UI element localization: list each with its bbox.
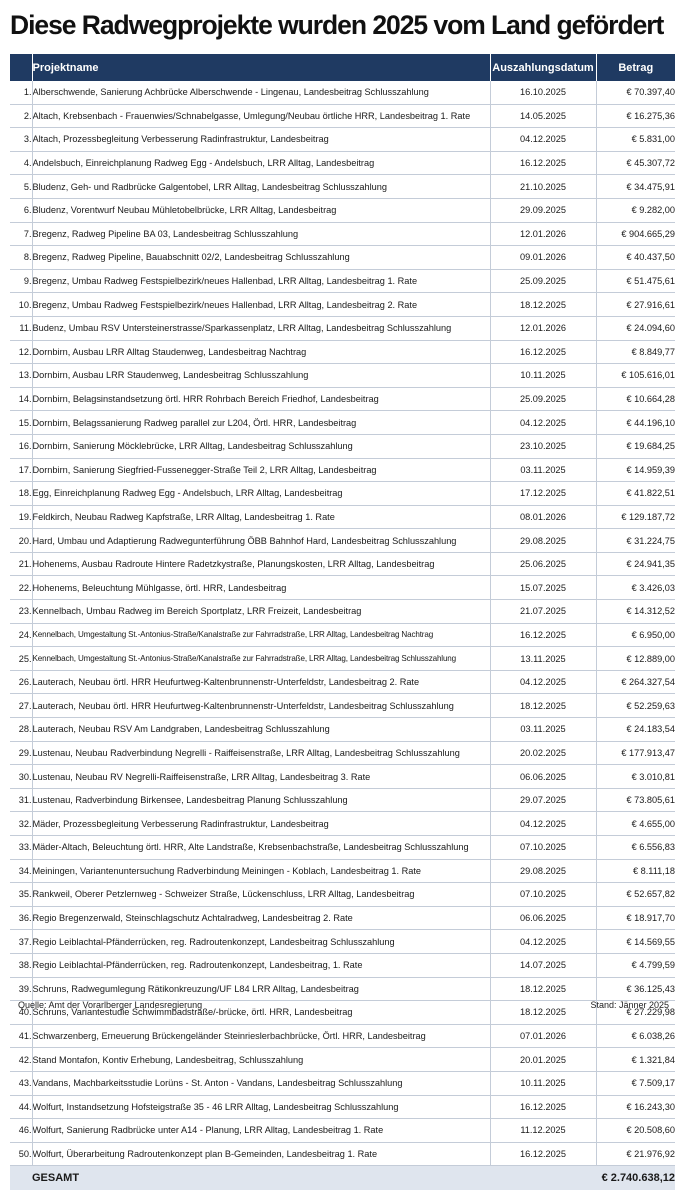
row-number: 44. — [10, 1095, 32, 1119]
amount: € 904.665,29 — [596, 222, 675, 246]
project-name: Bregenz, Radweg Pipeline BA 03, Landesbeitrag Schlusszahlung — [32, 222, 490, 246]
row-number: 3. — [10, 128, 32, 152]
amount: € 177.913,47 — [596, 741, 675, 765]
amount: € 3.426,03 — [596, 576, 675, 600]
row-number: 24. — [10, 623, 32, 647]
amount: € 5.831,00 — [596, 128, 675, 152]
payout-date: 04.12.2025 — [490, 670, 596, 694]
amount: € 18.917,70 — [596, 906, 675, 930]
project-name: Hard, Umbau und Adaptierung Radwegunterführung ÖBB Bahnhof Hard, Landesbeitrag Schlusszahlung — [32, 529, 490, 553]
row-number: 1. — [10, 81, 32, 104]
row-number: 17. — [10, 458, 32, 482]
project-name: Wolfurt, Instandsetzung Hofsteigstraße 35 - 46 LRR Alltag, Landesbeitrag Schlusszahlung — [32, 1095, 490, 1119]
project-name: Bludenz, Geh- und Radbrücke Galgentobel, LRR Alltag, Landesbeitrag Schlusszahlung — [32, 175, 490, 199]
payout-date: 16.12.2025 — [490, 340, 596, 364]
payout-date: 15.07.2025 — [490, 576, 596, 600]
row-number: 27. — [10, 694, 32, 718]
table-row — [10, 741, 675, 765]
amount: € 264.327,54 — [596, 670, 675, 694]
table-row — [10, 930, 675, 954]
payout-date: 18.12.2025 — [490, 293, 596, 317]
payout-date: 07.10.2025 — [490, 883, 596, 907]
payout-date: 29.09.2025 — [490, 198, 596, 222]
funding-table — [10, 54, 675, 1190]
table-row — [10, 411, 675, 435]
payout-date: 03.11.2025 — [490, 458, 596, 482]
row-number: 29. — [10, 741, 32, 765]
amount: € 52.657,82 — [596, 883, 675, 907]
table-row — [10, 1071, 675, 1095]
project-name: Alberschwende, Sanierung Achbrücke Alberschwende - Lingenau, Landesbeitrag Schlusszahlung — [32, 81, 490, 104]
project-name: Lauterach, Neubau RSV Am Landgraben, Landesbeitrag Schlusszahlung — [32, 718, 490, 742]
payout-date: 17.12.2025 — [490, 482, 596, 506]
amount: € 10.664,28 — [596, 387, 675, 411]
table-row — [10, 175, 675, 199]
amount: € 129.187,72 — [596, 505, 675, 529]
row-number: 41. — [10, 1024, 32, 1048]
payout-date: 11.12.2025 — [490, 1119, 596, 1143]
table-row — [10, 859, 675, 883]
amount: € 14.569,55 — [596, 930, 675, 954]
payout-date: 06.06.2025 — [490, 765, 596, 789]
payout-date: 08.01.2026 — [490, 505, 596, 529]
table-row — [10, 718, 675, 742]
amount: € 31.224,75 — [596, 529, 675, 553]
table-row — [10, 246, 675, 270]
amount: € 21.976,92 — [596, 1142, 675, 1166]
project-name: Wolfurt, Überarbeitung Radroutenkonzept plan B-Gemeinden, Landesbeitrag 1. Rate — [32, 1142, 490, 1166]
total-label: GESAMT — [32, 1166, 490, 1190]
project-name: Bregenz, Umbau Radweg Festspielbezirk/neues Hallenbad, LRR Alltag, Landesbeitrag 2. Rate — [32, 293, 490, 317]
row-number: 38. — [10, 953, 32, 977]
row-number: 30. — [10, 765, 32, 789]
table-row — [10, 953, 675, 977]
row-number: 2. — [10, 104, 32, 128]
table-header-row — [10, 54, 675, 81]
project-name: Lauterach, Neubau örtl. HRR Heufurtweg-Kaltenbrunnenstr-Unterfeldstr, Landesbeitrag Schlusszahlung — [32, 694, 490, 718]
amount: € 6.556,83 — [596, 836, 675, 860]
row-number: 23. — [10, 600, 32, 624]
amount: € 105.616,01 — [596, 364, 675, 388]
row-number: 14. — [10, 387, 32, 411]
project-name: Wolfurt, Sanierung Radbrücke unter A14 - Planung, LRR Alltag, Landesbeitrag 1. Rate — [32, 1119, 490, 1143]
table-row — [10, 482, 675, 506]
row-number: 19. — [10, 505, 32, 529]
payout-date: 29.08.2025 — [490, 529, 596, 553]
project-name: Hohenems, Beleuchtung Mühlgasse, örtl. HRR, Landesbeitrag — [32, 576, 490, 600]
payout-date: 07.01.2026 — [490, 1024, 596, 1048]
row-number: 6. — [10, 198, 32, 222]
amount: € 1.321,84 — [596, 1048, 675, 1072]
payout-date: 18.12.2025 — [490, 977, 596, 1001]
table-row — [10, 765, 675, 789]
project-name: Bludenz, Vorentwurf Neubau Mühletobelbrücke, LRR Alltag, Landesbeitrag — [32, 198, 490, 222]
project-name: Regio Bregenzerwald, Steinschlagschutz Achtalradweg, Landesbeitrag 2. Rate — [32, 906, 490, 930]
amount: € 6.950,00 — [596, 623, 675, 647]
project-name: Dornbirn, Ausbau LRR Staudenweg, Landesbeitrag Schlusszahlung — [32, 364, 490, 388]
column-header-nr — [10, 54, 32, 81]
amount: € 4.655,00 — [596, 812, 675, 836]
project-name: Dornbirn, Ausbau LRR Alltag Staudenweg, Landesbeitrag Nachtrag — [32, 340, 490, 364]
table-row — [10, 434, 675, 458]
table-row — [10, 387, 675, 411]
row-number: 31. — [10, 788, 32, 812]
amount: € 27.229,98 — [596, 1001, 675, 1025]
amount: € 40.437,50 — [596, 246, 675, 270]
row-number: 36. — [10, 906, 32, 930]
project-name: Bregenz, Umbau Radweg Festspielbezirk/neues Hallenbad, LRR Alltag, Landesbeitrag 1. Rate — [32, 269, 490, 293]
row-number: 34. — [10, 859, 32, 883]
table-row — [10, 623, 675, 647]
payout-date: 29.07.2025 — [490, 788, 596, 812]
payout-date: 16.12.2025 — [490, 623, 596, 647]
table-row — [10, 198, 675, 222]
project-name: Kennelbach, Umgestaltung St.-Antonius-Straße/Kanalstraße zur Fahrradstraße, LRR Alltag, Landesbeitrag Nachtrag — [32, 623, 490, 647]
project-name: Dornbirn, Belagsinstandsetzung örtl. HRR Rohrbach Bereich Friedhof, Landesbeitrag — [32, 387, 490, 411]
table-row — [10, 529, 675, 553]
row-number: 8. — [10, 246, 32, 270]
project-name: Kennelbach, Umgestaltung St.-Antonius-Straße/Kanalstraße zur Fahrradstraße, LRR Alltag, Landesbeitrag Schlusszahlung — [32, 647, 490, 671]
project-name: Lustenau, Radverbindung Birkensee, Landesbeitrag Planung Schlusszahlung — [32, 788, 490, 812]
amount: € 44.196,10 — [596, 411, 675, 435]
amount: € 12.889,00 — [596, 647, 675, 671]
table-row — [10, 1142, 675, 1166]
table-row — [10, 340, 675, 364]
table-row — [10, 576, 675, 600]
project-name: Dornbirn, Belagssanierung Radweg parallel zur L204, Örtl. HRR, Landesbeitrag — [32, 411, 490, 435]
row-number: 13. — [10, 364, 32, 388]
project-name: Mäder, Prozessbegleitung Verbesserung Radinfrastruktur, Landesbeitrag — [32, 812, 490, 836]
table-row — [10, 647, 675, 671]
payout-date: 16.12.2025 — [490, 1142, 596, 1166]
amount: € 34.475,91 — [596, 175, 675, 199]
amount: € 51.475,61 — [596, 269, 675, 293]
table-row — [10, 906, 675, 930]
total-spacer-2 — [490, 1166, 596, 1190]
amount: € 16.243,30 — [596, 1095, 675, 1119]
payout-date: 07.10.2025 — [490, 836, 596, 860]
payout-date: 21.07.2025 — [490, 600, 596, 624]
payout-date: 20.02.2025 — [490, 741, 596, 765]
table-row — [10, 505, 675, 529]
project-name: Regio Leiblachtal-Pfänderrücken, reg. Radroutenkonzept, Landesbeitrag Schlusszahlung — [32, 930, 490, 954]
table-row — [10, 458, 675, 482]
row-number: 28. — [10, 718, 32, 742]
table-row — [10, 812, 675, 836]
payout-date: 13.11.2025 — [490, 647, 596, 671]
amount: € 9.282,00 — [596, 198, 675, 222]
row-number: 22. — [10, 576, 32, 600]
table-row — [10, 316, 675, 340]
row-number: 50. — [10, 1142, 32, 1166]
project-name: Schwarzenberg, Erneuerung Brückengeländer Steinrieslerbachbrücke, Örtl. HRR, Landesbeitrag — [32, 1024, 490, 1048]
row-number: 32. — [10, 812, 32, 836]
amount: € 70.397,40 — [596, 81, 675, 104]
project-name: Vandans, Machbarkeitsstudie Lorüns - St. Anton - Vandans, Landesbeitrag Schlusszahlung — [32, 1071, 490, 1095]
project-name: Schruns, Variantestudie Schwimmbadstraße/-brücke, örtl. HRR, Landesbeitrag — [32, 1001, 490, 1025]
total-row — [10, 1166, 675, 1190]
amount: € 16.275,36 — [596, 104, 675, 128]
table-row — [10, 364, 675, 388]
amount: € 7.509,17 — [596, 1071, 675, 1095]
row-number: 25. — [10, 647, 32, 671]
stand-note: Stand: Jänner 2025 — [590, 1000, 669, 1010]
table-row — [10, 1119, 675, 1143]
row-number: 5. — [10, 175, 32, 199]
page-title: Diese Radwegprojekte wurden 2025 vom Land gefördert — [10, 10, 664, 40]
payout-date: 18.12.2025 — [490, 1001, 596, 1025]
project-name: Feldkirch, Neubau Radweg Kapfstraße, LRR Alltag, Landesbeitrag 1. Rate — [32, 505, 490, 529]
row-number: 37. — [10, 930, 32, 954]
payout-date: 18.12.2025 — [490, 694, 596, 718]
payout-date: 25.06.2025 — [490, 552, 596, 576]
table-row — [10, 883, 675, 907]
row-number: 35. — [10, 883, 32, 907]
table-row — [10, 104, 675, 128]
row-number: 7. — [10, 222, 32, 246]
project-name: Budenz, Umbau RSV Untersteinerstrasse/Sparkassenplatz, LRR Alltag, Landesbeitrag Schlusszahlung — [32, 316, 490, 340]
payout-date: 06.06.2025 — [490, 906, 596, 930]
row-number: 15. — [10, 411, 32, 435]
amount: € 8.111,18 — [596, 859, 675, 883]
row-number: 43. — [10, 1071, 32, 1095]
project-name: Lustenau, Neubau Radverbindung Negrelli - Raiffeisenstraße, LRR Alltag, Landesbeitrag Schlusszahlung — [32, 741, 490, 765]
amount: € 24.941,35 — [596, 552, 675, 576]
payout-date: 04.12.2025 — [490, 930, 596, 954]
column-header-date: Auszahlungsdatum — [490, 54, 596, 81]
payout-date: 14.05.2025 — [490, 104, 596, 128]
project-name: Egg, Einreichplanung Radweg Egg - Andelsbuch, LRR Alltag, Landesbeitrag — [32, 482, 490, 506]
table-row — [10, 81, 675, 104]
column-header-amount: Betrag — [596, 54, 675, 81]
payout-date: 10.11.2025 — [490, 364, 596, 388]
payout-date: 14.07.2025 — [490, 953, 596, 977]
amount: € 24.094,60 — [596, 316, 675, 340]
payout-date: 03.11.2025 — [490, 718, 596, 742]
payout-date: 16.12.2025 — [490, 1095, 596, 1119]
column-header-name: Projektname — [32, 54, 490, 81]
payout-date: 04.12.2025 — [490, 411, 596, 435]
table-row — [10, 694, 675, 718]
table-row — [10, 1024, 675, 1048]
table-row — [10, 977, 675, 1001]
row-number: 10. — [10, 293, 32, 317]
row-number: 39. — [10, 977, 32, 1001]
row-number: 4. — [10, 151, 32, 175]
amount: € 4.799,59 — [596, 953, 675, 977]
amount: € 52.259,63 — [596, 694, 675, 718]
project-name: Hohenems, Ausbau Radroute Hintere Radetzkystraße, Planungskosten, LRR Alltag, Landesbeitrag — [32, 552, 490, 576]
amount: € 36.125,43 — [596, 977, 675, 1001]
payout-date: 21.10.2025 — [490, 175, 596, 199]
amount: € 14.959,39 — [596, 458, 675, 482]
row-number: 46. — [10, 1119, 32, 1143]
project-name: Lustenau, Neubau RV Negrelli-Raiffeisenstraße, LRR Alltag, Landesbeitrag 3. Rate — [32, 765, 490, 789]
source-note: Quelle: Amt der Vorarlberger Landesregierung — [18, 1000, 203, 1010]
amount: € 6.038,26 — [596, 1024, 675, 1048]
amount: € 73.805,61 — [596, 788, 675, 812]
payout-date: 04.12.2025 — [490, 128, 596, 152]
amount: € 14.312,52 — [596, 600, 675, 624]
table-row — [10, 788, 675, 812]
total-amount: € 2.740.638,12 — [596, 1166, 675, 1190]
payout-date: 04.12.2025 — [490, 812, 596, 836]
project-name: Stand Montafon, Kontiv Erhebung, Landesbeitrag, Schlusszahlung — [32, 1048, 490, 1072]
project-name: Dornbirn, Sanierung Siegfried-Fussenegger-Straße Teil 2, LRR Alltag, Landesbeitrag — [32, 458, 490, 482]
project-name: Andelsbuch, Einreichplanung Radweg Egg - Andelsbuch, LRR Alltag, Landesbeitrag — [32, 151, 490, 175]
table-row — [10, 293, 675, 317]
table-row — [10, 1095, 675, 1119]
payout-date: 09.01.2026 — [490, 246, 596, 270]
amount: € 27.916,61 — [596, 293, 675, 317]
row-number: 18. — [10, 482, 32, 506]
row-number: 11. — [10, 316, 32, 340]
project-name: Bregenz, Radweg Pipeline, Bauabschnitt 02/2, Landesbeitrag Schlusszahlung — [32, 246, 490, 270]
row-number: 40. — [10, 1001, 32, 1025]
table-row — [10, 836, 675, 860]
project-name: Meiningen, Variantenuntersuchung Radverbindung Meiningen - Koblach, Landesbeitrag 1. Rate — [32, 859, 490, 883]
payout-date: 29.08.2025 — [490, 859, 596, 883]
row-number: 33. — [10, 836, 32, 860]
project-name: Lauterach, Neubau örtl. HRR Heufurtweg-Kaltenbrunnenstr-Unterfeldstr, Landesbeitrag 2. Rate — [32, 670, 490, 694]
payout-date: 25.09.2025 — [490, 269, 596, 293]
project-name: Rankweil, Oberer Petzlernweg - Schweizer Straße, Lückenschluss, LRR Alltag, Landesbeitrag — [32, 883, 490, 907]
row-number: 21. — [10, 552, 32, 576]
amount: € 45.307,72 — [596, 151, 675, 175]
payout-date: 12.01.2026 — [490, 316, 596, 340]
table-row — [10, 670, 675, 694]
row-number: 20. — [10, 529, 32, 553]
row-number: 12. — [10, 340, 32, 364]
table-row — [10, 128, 675, 152]
amount: € 20.508,60 — [596, 1119, 675, 1143]
payout-date: 20.01.2025 — [490, 1048, 596, 1072]
payout-date: 16.12.2025 — [490, 151, 596, 175]
table-row — [10, 269, 675, 293]
project-name: Mäder-Altach, Beleuchtung örtl. HRR, Alte Landstraße, Krebsenbachstraße, Landesbeitrag Schlusszahlung — [32, 836, 490, 860]
payout-date: 16.10.2025 — [490, 81, 596, 104]
project-name: Regio Leiblachtal-Pfänderrücken, reg. Radroutenkonzept, Landesbeitrag, 1. Rate — [32, 953, 490, 977]
row-number: 9. — [10, 269, 32, 293]
payout-date: 12.01.2026 — [490, 222, 596, 246]
amount: € 19.684,25 — [596, 434, 675, 458]
amount: € 3.010,81 — [596, 765, 675, 789]
project-name: Altach, Prozessbegleitung Verbesserung Radinfrastruktur, Landesbeitrag — [32, 128, 490, 152]
payout-date: 23.10.2025 — [490, 434, 596, 458]
amount: € 41.822,51 — [596, 482, 675, 506]
payout-date: 25.09.2025 — [490, 387, 596, 411]
project-name: Kennelbach, Umbau Radweg im Bereich Sportplatz, LRR Freizeit, Landesbeitrag — [32, 600, 490, 624]
table-row — [10, 1048, 675, 1072]
amount: € 8.849,77 — [596, 340, 675, 364]
amount: € 24.183,54 — [596, 718, 675, 742]
total-spacer — [10, 1166, 32, 1190]
project-name: Dornbirn, Sanierung Möcklebrücke, LRR Alltag, Landesbeitrag Schlusszahlung — [32, 434, 490, 458]
row-number: 16. — [10, 434, 32, 458]
table-row — [10, 552, 675, 576]
table-row — [10, 222, 675, 246]
project-name: Schruns, Radwegumlegung Rätikonkreuzung/UF L84 LRR Alltag, Landesbeitrag — [32, 977, 490, 1001]
payout-date: 10.11.2025 — [490, 1071, 596, 1095]
project-name: Altach, Krebsenbach - Frauenwies/Schnabelgasse, Umlegung/Neubau örtliche HRR, Landesbeitrag 1. Rate — [32, 104, 490, 128]
table-row — [10, 600, 675, 624]
row-number: 26. — [10, 670, 32, 694]
row-number: 42. — [10, 1048, 32, 1072]
table-row — [10, 151, 675, 175]
